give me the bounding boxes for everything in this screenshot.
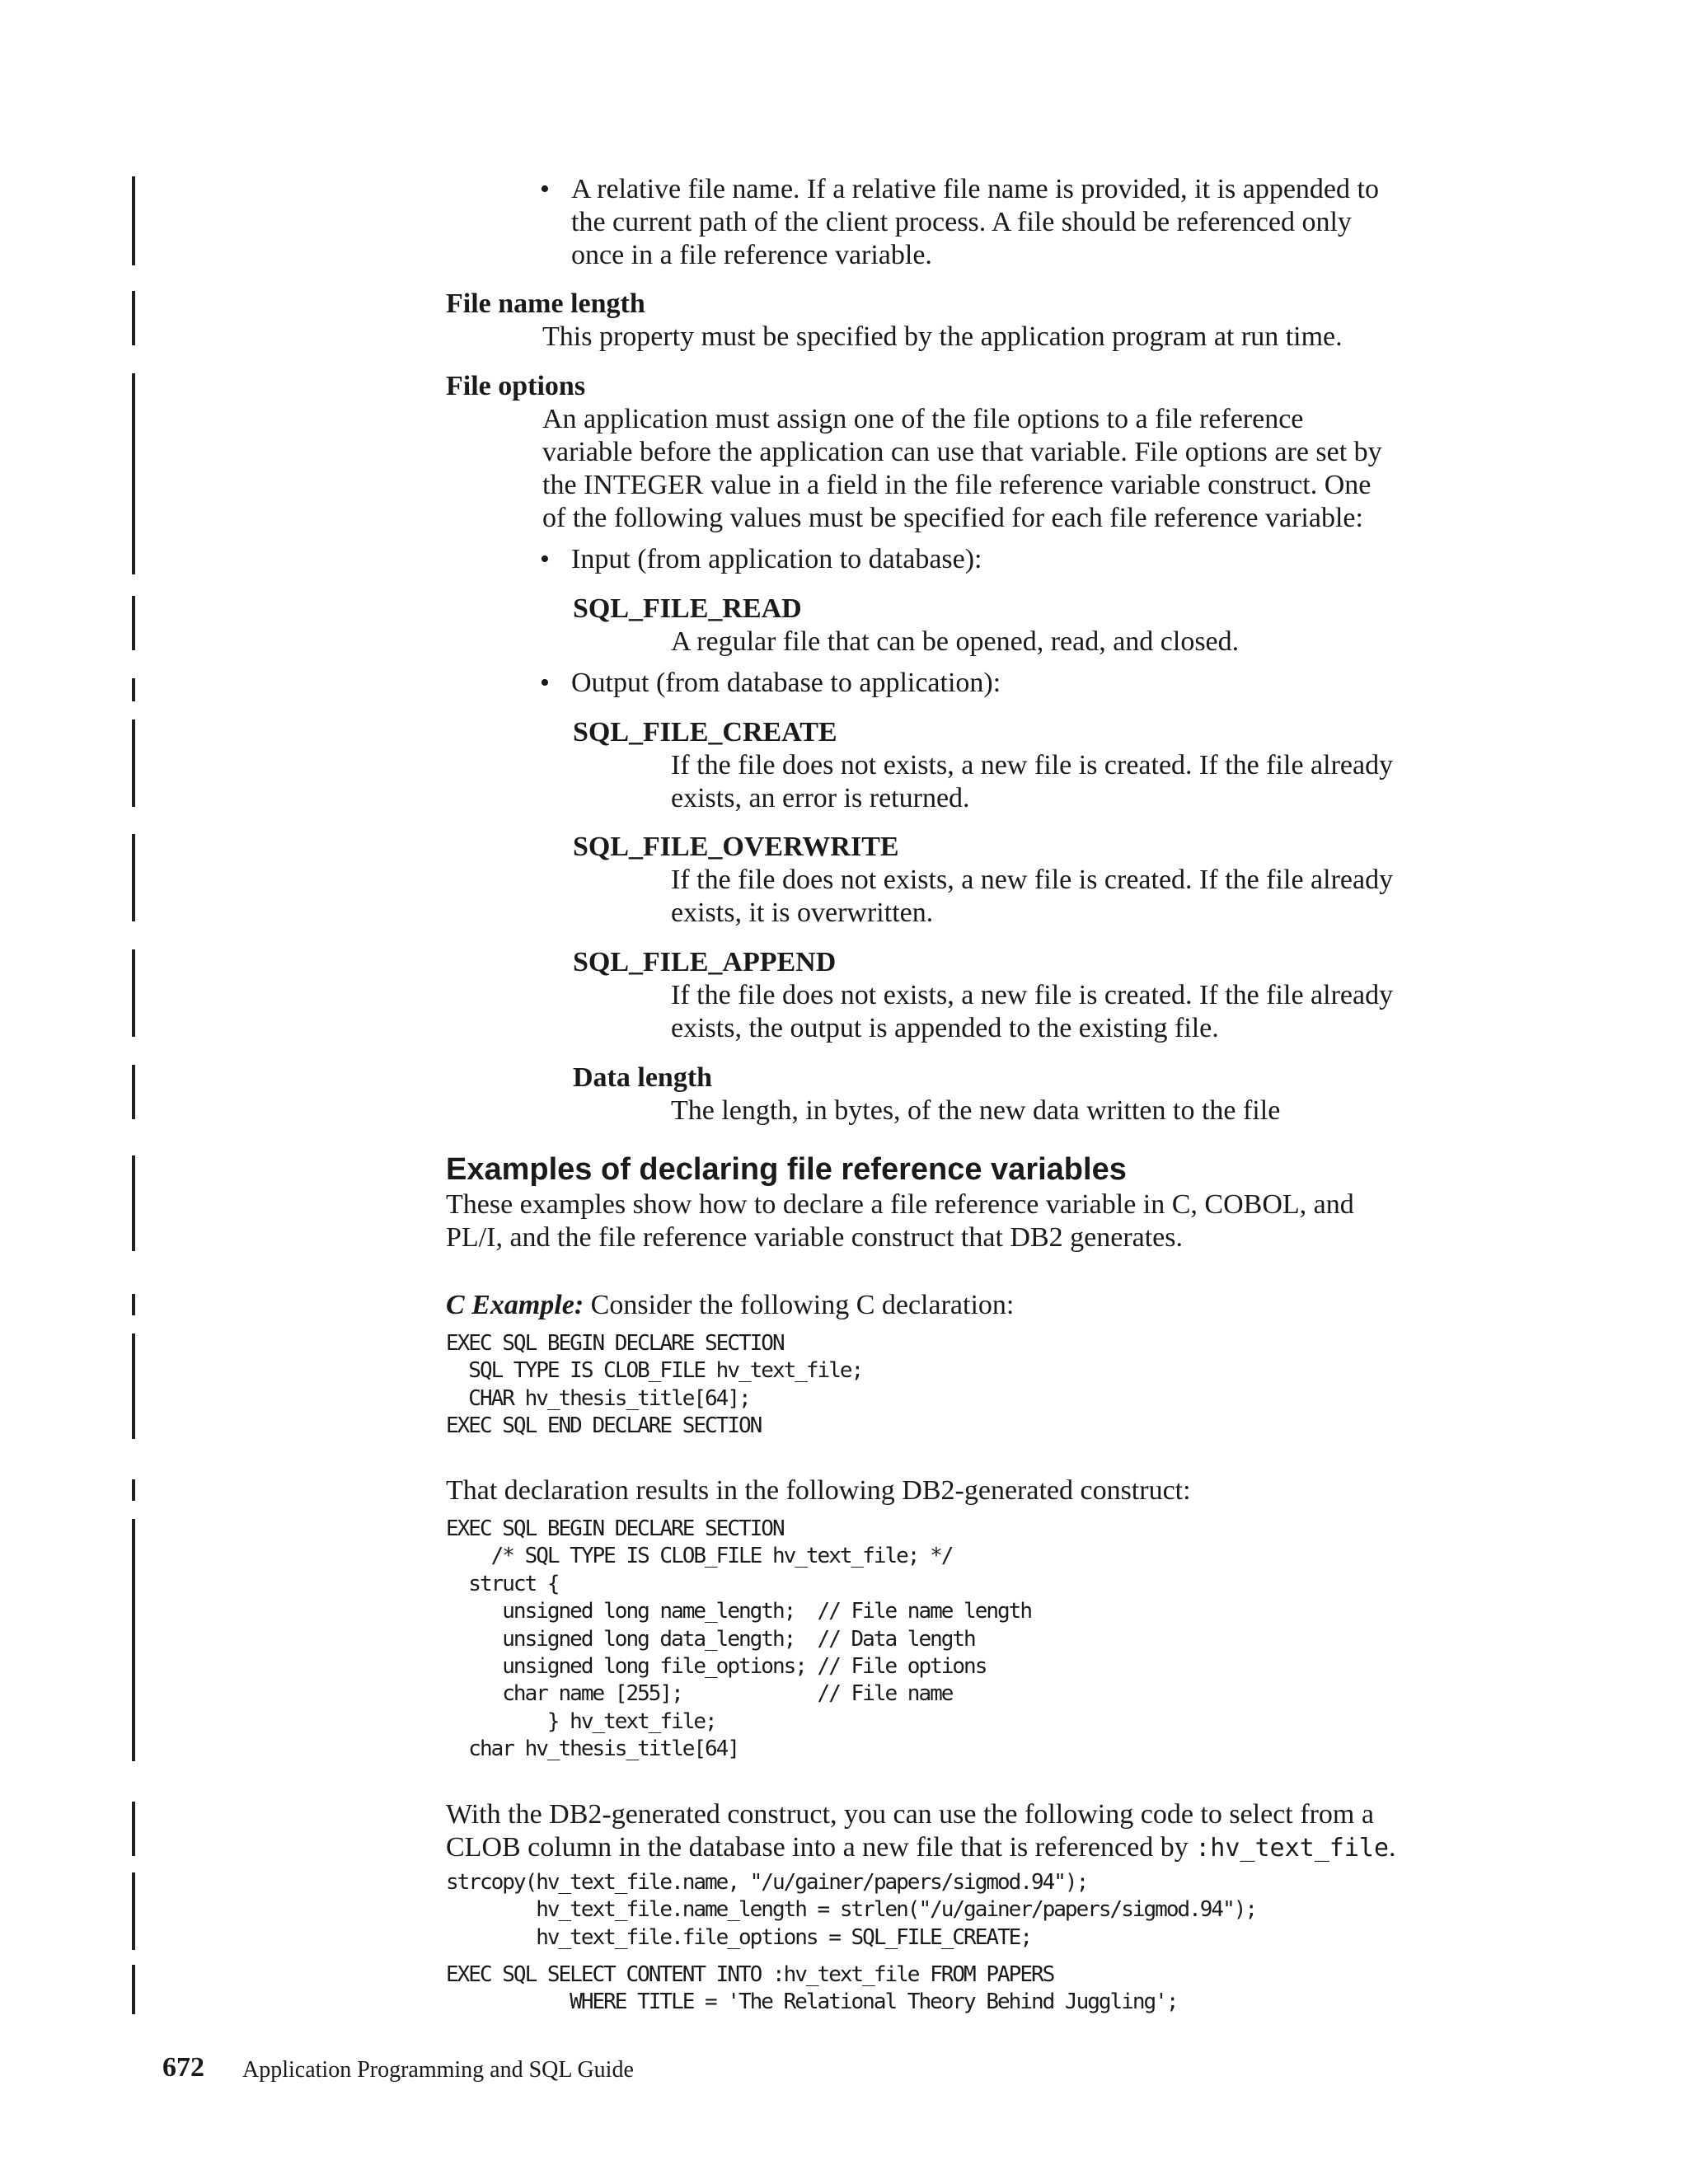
c-example-intro bbox=[446, 1289, 1014, 1322]
examples-intro-line-1: These examples show how to declare a file reference variable in C, COBOL, and bbox=[446, 1189, 1354, 1220]
desc-sql-file-create-1: If the file does not exists, a new file is created. If the file already bbox=[671, 750, 1394, 780]
change-bar bbox=[132, 1155, 135, 1251]
change-bar bbox=[132, 1965, 135, 2014]
code-block-strcopy: strcopy(hv_text_file.name, "/u/gainer/papers/sigmod.94"); hv_text_file.name_length = strlen("/u/gainer/papers/sigmod.94"); hv_text_file.file_options = SQL_FILE_CREATE; bbox=[446, 1870, 1257, 1950]
host-variable-name: :hv_text_file bbox=[1195, 1834, 1390, 1863]
file-options-line-4: of the following values must be specified for each file reference variable: bbox=[542, 503, 1363, 533]
relative-file-line-3: once in a file reference variable. bbox=[571, 240, 932, 270]
output-bullet-text: Output (from database to application): bbox=[571, 668, 1001, 698]
change-bar bbox=[132, 291, 135, 345]
desc-sql-file-append-1: If the file does not exists, a new file is created. If the file already bbox=[671, 980, 1394, 1010]
examples-intro-line-2: PL/I, and the file reference variable construct that DB2 generates. bbox=[446, 1222, 1183, 1253]
desc-sql-file-overwrite-2: exists, it is overwritten. bbox=[671, 898, 934, 928]
section-heading: Examples of declaring file reference variables bbox=[446, 1152, 1127, 1187]
term-file-options: File options bbox=[446, 371, 586, 401]
with-construct-line-1: With the DB2-generated construct, you can use the following code to select from a bbox=[446, 1799, 1374, 1830]
term-sql-file-create: SQL_FILE_CREATE bbox=[573, 717, 837, 748]
c-example-label: C Example: bbox=[446, 1290, 584, 1320]
with-construct-line-2 bbox=[446, 1831, 1396, 1865]
code-block-generated-construct: EXEC SQL BEGIN DECLARE SECTION /* SQL TYPE IS CLOB_FILE hv_text_file; */ struct { unsigned long name_length; // File name length unsigned long data_length; // Data length unsigned long file_options; // File options char name [255]; // File name } hv_text_file; char hv_thesis_title[64] bbox=[446, 1516, 1031, 1762]
desc-data-length: The length, in bytes, of the new data written to the file bbox=[671, 1095, 1281, 1126]
result-text: That declaration results in the following DB2-generated construct: bbox=[446, 1475, 1191, 1506]
with-construct-text: CLOB column in the database into a new file that is referenced by bbox=[446, 1832, 1196, 1863]
file-options-line-3: the INTEGER value in a field in the file reference variable construct. One bbox=[542, 470, 1372, 500]
book-title: Application Programming and SQL Guide bbox=[242, 2057, 634, 2083]
term-sql-file-overwrite: SQL_FILE_OVERWRITE bbox=[573, 832, 899, 862]
change-bar bbox=[132, 596, 135, 650]
relative-file-line-1: A relative file name. If a relative file name is provided, it is appended to bbox=[571, 174, 1379, 204]
change-bar bbox=[132, 834, 135, 921]
file-options-line-1: An application must assign one of the file options to a file reference bbox=[542, 404, 1304, 434]
change-bar bbox=[132, 1872, 135, 1950]
code-block-c-declaration: EXEC SQL BEGIN DECLARE SECTION SQL TYPE IS CLOB_FILE hv_text_file; CHAR hv_thesis_title[64]; EXEC SQL END DECLARE SECTION bbox=[446, 1331, 863, 1439]
page-number: 672 bbox=[162, 2052, 204, 2083]
desc-file-name-length: This property must be specified by the application program at run time. bbox=[542, 321, 1343, 352]
change-bar bbox=[132, 1802, 135, 1856]
term-sql-file-append: SQL_FILE_APPEND bbox=[573, 947, 837, 977]
change-bar bbox=[132, 1065, 135, 1119]
term-sql-file-read: SQL_FILE_READ bbox=[573, 593, 802, 624]
desc-sql-file-overwrite-1: If the file does not exists, a new file is created. If the file already bbox=[671, 865, 1394, 895]
bullet-marker: • bbox=[540, 544, 550, 574]
change-bar bbox=[132, 719, 135, 807]
desc-sql-file-read: A regular file that can be opened, read, and closed. bbox=[671, 626, 1240, 657]
change-bar bbox=[132, 1333, 135, 1439]
change-bar bbox=[132, 949, 135, 1037]
change-bar bbox=[132, 1479, 135, 1501]
input-bullet-text: Input (from application to database): bbox=[571, 544, 982, 574]
term-file-name-length: File name length bbox=[446, 288, 645, 319]
change-bar bbox=[132, 1294, 135, 1315]
change-bar bbox=[132, 373, 135, 574]
file-options-line-2: variable before the application can use that variable. File options are set by bbox=[542, 437, 1382, 467]
with-construct-period: . bbox=[1389, 1832, 1396, 1863]
bullet-marker: • bbox=[540, 668, 550, 698]
desc-sql-file-create-2: exists, an error is returned. bbox=[671, 783, 970, 813]
change-bar bbox=[132, 176, 135, 265]
change-bar bbox=[132, 678, 135, 701]
desc-sql-file-append-2: exists, the output is appended to the existing file. bbox=[671, 1013, 1219, 1043]
term-data-length: Data length bbox=[573, 1062, 713, 1093]
relative-file-line-2: the current path of the client process. A file should be referenced only bbox=[571, 207, 1352, 237]
bullet-marker: • bbox=[540, 174, 550, 204]
c-example-text: Consider the following C declaration: bbox=[584, 1290, 1015, 1320]
change-bar bbox=[132, 1519, 135, 1761]
code-block-select: EXEC SQL SELECT CONTENT INTO :hv_text_file FROM PAPERS WHERE TITLE = 'The Relational Theory Behind Juggling'; bbox=[446, 1962, 1178, 2015]
